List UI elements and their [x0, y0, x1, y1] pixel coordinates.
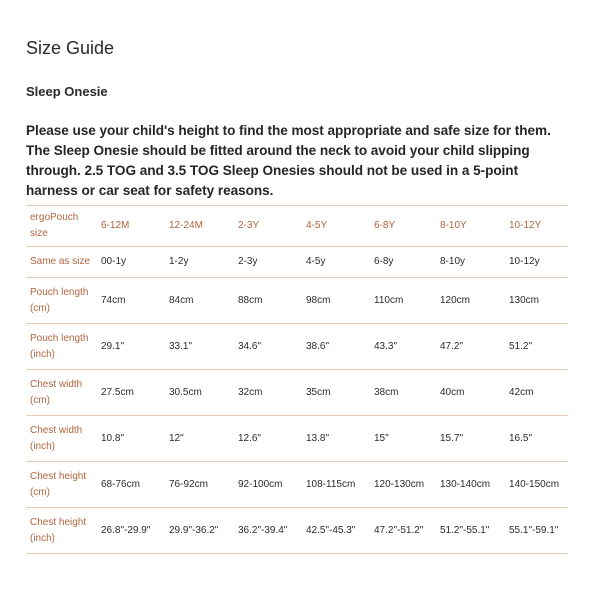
table-cell: 43.3" — [370, 324, 436, 370]
table-cell: 108-115cm — [302, 462, 370, 508]
table-cell: 26.8"-29.9" — [97, 508, 165, 554]
row-label: Pouch length (cm) — [26, 278, 97, 324]
table-cell: 47.2"-51.2" — [370, 508, 436, 554]
table-cell: 4-5y — [302, 247, 370, 278]
table-cell: 12" — [165, 416, 234, 462]
table-cell: 42.5"-45.3" — [302, 508, 370, 554]
table-cell: 00-1y — [97, 247, 165, 278]
row-label: Same as size — [26, 247, 97, 278]
table-cell: 51.2"-55.1" — [436, 508, 505, 554]
table-cell: 42cm — [505, 370, 568, 416]
row-label: Chest height (cm) — [26, 462, 97, 508]
row-label: Chest height (inch) — [26, 508, 97, 554]
table-cell: 16.5" — [505, 416, 568, 462]
table-cell: 120cm — [436, 278, 505, 324]
row-label: Pouch length (inch) — [26, 324, 97, 370]
table-cell: 55.1"-59.1" — [505, 508, 568, 554]
table-cell: 110cm — [370, 278, 436, 324]
table-cell: 15.7" — [436, 416, 505, 462]
table-cell: 29.9"-36.2" — [165, 508, 234, 554]
size-header: 10-12Y — [505, 206, 568, 247]
table-header-row — [26, 206, 568, 247]
table-cell: 51.2" — [505, 324, 568, 370]
table-row — [26, 416, 568, 462]
table-row — [26, 462, 568, 508]
table-cell: 38cm — [370, 370, 436, 416]
table-cell: 35cm — [302, 370, 370, 416]
table-cell: 10-12y — [505, 247, 568, 278]
table-row — [26, 508, 568, 554]
table-cell: 84cm — [165, 278, 234, 324]
table-cell: 34.6" — [234, 324, 302, 370]
table-cell: 38.6" — [302, 324, 370, 370]
table-cell: 15" — [370, 416, 436, 462]
row-label: Chest width (inch) — [26, 416, 97, 462]
table-cell: 74cm — [97, 278, 165, 324]
table-cell: 98cm — [302, 278, 370, 324]
row-label: Chest width (cm) — [26, 370, 97, 416]
size-header: 4-5Y — [302, 206, 370, 247]
table-cell: 30.5cm — [165, 370, 234, 416]
table-cell: 32cm — [234, 370, 302, 416]
header-label: ergoPouch size — [26, 206, 97, 247]
table-cell: 27.5cm — [97, 370, 165, 416]
size-table — [26, 205, 568, 554]
table-cell: 92-100cm — [234, 462, 302, 508]
size-header: 6-8Y — [370, 206, 436, 247]
table-cell: 2-3y — [234, 247, 302, 278]
table-cell: 140-150cm — [505, 462, 568, 508]
table-row — [26, 278, 568, 324]
table-cell: 6-8y — [370, 247, 436, 278]
table-cell: 33.1" — [165, 324, 234, 370]
table-cell: 88cm — [234, 278, 302, 324]
product-subtitle: Sleep Onesie — [26, 84, 108, 99]
table-row — [26, 324, 568, 370]
table-cell: 68-76cm — [97, 462, 165, 508]
table-cell: 12.6" — [234, 416, 302, 462]
table-cell: 40cm — [436, 370, 505, 416]
table-row — [26, 370, 568, 416]
table-cell: 76-92cm — [165, 462, 234, 508]
table-cell: 1-2y — [165, 247, 234, 278]
table-row — [26, 247, 568, 278]
size-header: 8-10Y — [436, 206, 505, 247]
page-title: Size Guide — [26, 38, 115, 58]
size-header: 12-24M — [165, 206, 234, 247]
table-cell: 36.2"-39.4" — [234, 508, 302, 554]
table-cell: 47.2" — [436, 324, 505, 370]
table-cell: 8-10y — [436, 247, 505, 278]
table-cell: 29.1" — [97, 324, 165, 370]
table-cell: 130-140cm — [436, 462, 505, 508]
safety-notice: Please use your child's height to find the most appropriate and safe size for them. The Sleep Onesie should be fitted around the neck to avoid your child slipping through. 2.5 TOG and 3.5 TOG Sleep Onesies should not be used in a 5-point harness or car seat for safety reasons. — [26, 123, 551, 198]
table-cell: 120-130cm — [370, 462, 436, 508]
table-cell: 130cm — [505, 278, 568, 324]
table-cell: 13.8" — [302, 416, 370, 462]
table-cell: 10.8" — [97, 416, 165, 462]
size-header: 6-12M — [97, 206, 165, 247]
size-header: 2-3Y — [234, 206, 302, 247]
